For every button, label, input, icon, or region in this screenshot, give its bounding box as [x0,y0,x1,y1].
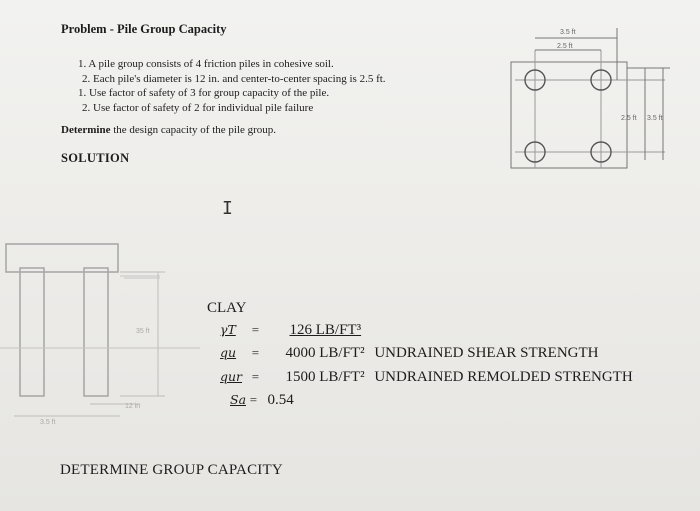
determine-text: the design capacity of the pile group. [113,124,277,136]
plan-dim-top: 3.5 ft [560,29,576,36]
qur-symbol: qur [220,369,243,384]
problem-list [72,57,386,115]
qu-symbol: qu [220,345,237,360]
pile-group-plan-view [505,20,680,180]
plan-dim-second: 2.5 ft [557,43,573,50]
list-item: 2. Each pile's diameter is 12 in. and center-to-center spacing is 2.5 ft. [82,72,386,85]
qu-description: UNDRAINED SHEAR STRENGTH [374,345,599,361]
sa-symbol: Sa [230,392,247,407]
determine-line [61,124,276,136]
soil-type-label: CLAY [207,300,247,316]
section-dim-diameter: 12 in [125,403,141,410]
property-row [230,392,294,409]
equals-sign: = [251,369,260,384]
determine-keyword: Determine [61,124,111,136]
list-item: 1. A pile group consists of 4 friction piles in cohesive soil. [78,58,334,70]
property-row [220,369,633,386]
equals-sign: = [251,322,260,337]
solution-heading: SOLUTION [61,151,130,165]
qur-description: UNDRAINED REMOLDED STRENGTH [374,369,633,385]
property-row [220,345,599,362]
list-item: 1. Use factor of safety of 3 for group capacity of the pile. [78,87,330,99]
list-item: 2. Use factor of safety of 2 for individual pile failure [82,101,314,114]
unit-weight-value: 126 LB/FT³ [289,322,362,338]
equals-sign: = [249,392,258,407]
sa-value: 0.54 [267,392,294,408]
plan-dim-right-1: 2.5 ft [621,115,637,122]
text-cursor-icon: I [222,198,233,219]
section-dim-height: 35 ft [136,328,150,335]
pile-section-view [0,238,200,438]
task-heading: DETERMINE GROUP CAPACITY [60,462,283,478]
plan-dim-right-2: 3.5 ft [647,115,663,122]
section-dim-bottom: 3.5 ft [40,419,56,426]
qu-value: 4000 LB/FT² [285,345,365,361]
unit-weight-symbol: γT [220,322,236,337]
equals-sign: = [251,345,260,360]
qur-value: 1500 LB/FT² [285,369,365,385]
problem-title: Problem - Pile Group Capacity [61,22,227,36]
property-row [220,322,361,339]
